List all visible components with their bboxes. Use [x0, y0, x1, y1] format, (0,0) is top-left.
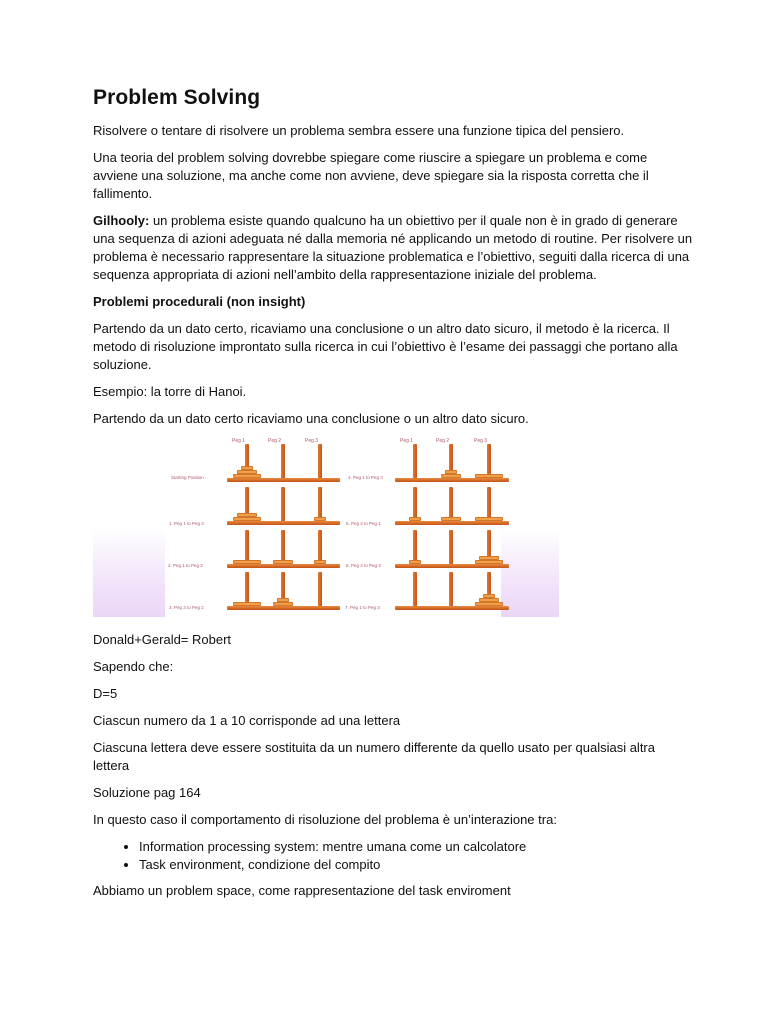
hanoi-tower [300, 444, 340, 482]
section-heading-procedural [93, 293, 693, 311]
hanoi-base [431, 564, 471, 568]
bullet-list [93, 838, 693, 874]
figure-gradient-right [501, 529, 559, 617]
hanoi-disk [483, 594, 495, 598]
hanoi-disk [409, 517, 421, 521]
gilhooly-text: un problema esiste quando qualcuno ha un obiettivo per il quale non è in grado di generare una sequenza di azioni adeguata né dalla memoria né applicando un metodo di routine. Per risolvere un problema è necessario rappresentare la situazione problematica e l’obiettivo, seguiti dalla ricerca di una sequenza appropriata di azioni nell’ambito della rappresentazione iniziale del problema. [93, 213, 693, 282]
hanoi-pole [449, 530, 453, 567]
hanoi-tower [469, 487, 509, 525]
hanoi-disk [409, 560, 421, 564]
hanoi-disk [475, 474, 503, 478]
gilhooly-label: Gilhooly: [93, 213, 150, 228]
step-label: 7. Peg 1 to Peg 3 [345, 605, 380, 610]
hanoi-base [227, 478, 267, 482]
peg-label: Peg 1 [232, 438, 246, 444]
paragraph-interaction: In questo caso il comportamento di risoluzione del problema è un’interazione tra: [93, 812, 557, 827]
hanoi-tower [227, 572, 267, 610]
hanoi-disk [314, 517, 326, 521]
hanoi-tower [227, 487, 267, 525]
hanoi-disk [445, 470, 457, 474]
hanoi-base [431, 521, 471, 525]
hanoi-tower [395, 530, 435, 568]
hanoi-disk [233, 602, 261, 606]
hanoi-pole [449, 572, 453, 609]
hanoi-pole [413, 572, 417, 609]
hanoi-tower [395, 444, 435, 482]
hanoi-tower [469, 444, 509, 482]
hanoi-base [263, 606, 303, 610]
hanoi-base [300, 521, 340, 525]
hanoi-tower [431, 444, 471, 482]
paragraph-example: Esempio: la torre di Hanoi. [93, 384, 247, 399]
document-page [93, 86, 693, 909]
hanoi-base [263, 478, 303, 482]
hanoi-tower [431, 530, 471, 568]
step-label: 5. Peg 2 to Peg 1 [346, 521, 381, 526]
hanoi-tower [263, 444, 303, 482]
peg-label: Peg 3 [474, 438, 488, 444]
hanoi-disk [241, 466, 253, 470]
peg-label: Peg 1 [400, 438, 414, 444]
hanoi-base [227, 606, 267, 610]
hanoi-disk [237, 513, 257, 517]
hanoi-tower [300, 487, 340, 525]
hanoi-tower [469, 530, 509, 568]
hanoi-tower [227, 444, 267, 482]
hanoi-tower [300, 572, 340, 610]
hanoi-tower [227, 530, 267, 568]
hanoi-disk [441, 474, 461, 478]
figure-gradient-left [93, 527, 165, 617]
hanoi-tower [431, 572, 471, 610]
paragraph-gilhooly [93, 212, 693, 284]
hanoi-pole [318, 572, 322, 609]
hanoi-disk [233, 474, 261, 478]
paragraph-knowing: Sapendo che: [93, 659, 174, 674]
hanoi-pole [318, 444, 322, 481]
hanoi-disk [273, 602, 293, 606]
hanoi-pole [281, 444, 285, 481]
paragraph-starting: Partendo da un dato certo ricaviamo una conclusione o un altro dato sicuro. [93, 411, 529, 426]
peg-label: Peg 2 [268, 438, 282, 444]
hanoi-disk [475, 517, 503, 521]
hanoi-tower [263, 487, 303, 525]
step-label: 6. Peg 2 to Peg 3 [346, 563, 381, 568]
hanoi-pole [281, 487, 285, 524]
paragraph-intro: Risolvere o tentare di risolvere un problema sembra essere una funzione tipica del pensiero. [93, 123, 625, 138]
hanoi-figure [93, 437, 559, 617]
hanoi-disk [233, 560, 261, 564]
hanoi-base [469, 564, 509, 568]
step-label: 4. Peg 1 to Peg 3 [348, 475, 383, 480]
hanoi-base [300, 478, 340, 482]
hanoi-base [395, 564, 435, 568]
hanoi-tower [395, 487, 435, 525]
hanoi-tower [263, 572, 303, 610]
hanoi-tower [300, 530, 340, 568]
hanoi-tower [431, 487, 471, 525]
peg-label: Peg 3 [305, 438, 319, 444]
hanoi-base [469, 478, 509, 482]
hanoi-base [300, 564, 340, 568]
step-label: 1. Peg 1 to Peg 3 [169, 521, 204, 526]
paragraph-rule-1: Ciascun numero da 1 a 10 corrisponde ad una lettera [93, 713, 401, 728]
hanoi-disk [314, 560, 326, 564]
figure-panel [165, 437, 501, 617]
hanoi-disk [273, 560, 293, 564]
section-heading-text: Problemi procedurali (non insight) [93, 294, 306, 309]
hanoi-tower [395, 572, 435, 610]
hanoi-base [395, 606, 435, 610]
hanoi-disk [233, 517, 261, 521]
hanoi-tower [469, 572, 509, 610]
paragraph-d-value: D=5 [93, 686, 118, 701]
hanoi-base [431, 606, 471, 610]
bullet-item: • Information processing system: mentre umana come un calcolatore [139, 838, 693, 856]
paragraph-solution-ref: Soluzione pag 164 [93, 785, 201, 800]
step-label: Starting Position [171, 475, 204, 480]
hanoi-disk [237, 470, 257, 474]
hanoi-disk [441, 517, 461, 521]
hanoi-disk [475, 602, 503, 606]
hanoi-disk [277, 598, 289, 602]
step-label: 3. Peg 3 to Peg 2 [169, 605, 204, 610]
hanoi-tower [263, 530, 303, 568]
hanoi-base [263, 521, 303, 525]
hanoi-base [300, 606, 340, 610]
peg-label: Peg 2 [436, 438, 450, 444]
paragraph-problem-space: Abbiamo un problem space, come rappresentazione del task enviroment [93, 883, 511, 898]
hanoi-base [395, 478, 435, 482]
paragraph-procedural: Partendo da un dato certo, ricaviamo una conclusione o un altro dato sicuro, il metodo è la ricerca. Il metodo di risoluzione improntato sulla ricerca in cui l’obiettivo è l’esame dei passaggi che portano alla soluzione. [93, 321, 678, 372]
hanoi-disk [479, 598, 499, 602]
paragraph-theory: Una teoria del problem solving dovrebbe spiegare come riuscire a spiegare un problema e come avviene una soluzione, ma anche come non avviene, deve spiegare sia la risposta corretta che il fallimento. [93, 150, 649, 201]
hanoi-disk [475, 560, 503, 564]
hanoi-disk [479, 556, 499, 560]
hanoi-base [469, 521, 509, 525]
paragraph-rule-2: Ciascuna lettera deve essere sostituita da un numero differente da quello usato per qualsiasi altra lettera [93, 740, 655, 773]
hanoi-base [395, 521, 435, 525]
hanoi-base [227, 521, 267, 525]
page-title: Problem Solving [93, 86, 261, 109]
hanoi-base [469, 606, 509, 610]
hanoi-base [227, 564, 267, 568]
paragraph-cryptarithm: Donald+Gerald= Robert [93, 632, 232, 647]
bullet-item: • Task environment, condizione del compito [139, 856, 693, 874]
hanoi-pole [413, 444, 417, 481]
step-label: 2. Peg 1 to Peg 2 [168, 563, 203, 568]
hanoi-base [263, 564, 303, 568]
hanoi-base [431, 478, 471, 482]
